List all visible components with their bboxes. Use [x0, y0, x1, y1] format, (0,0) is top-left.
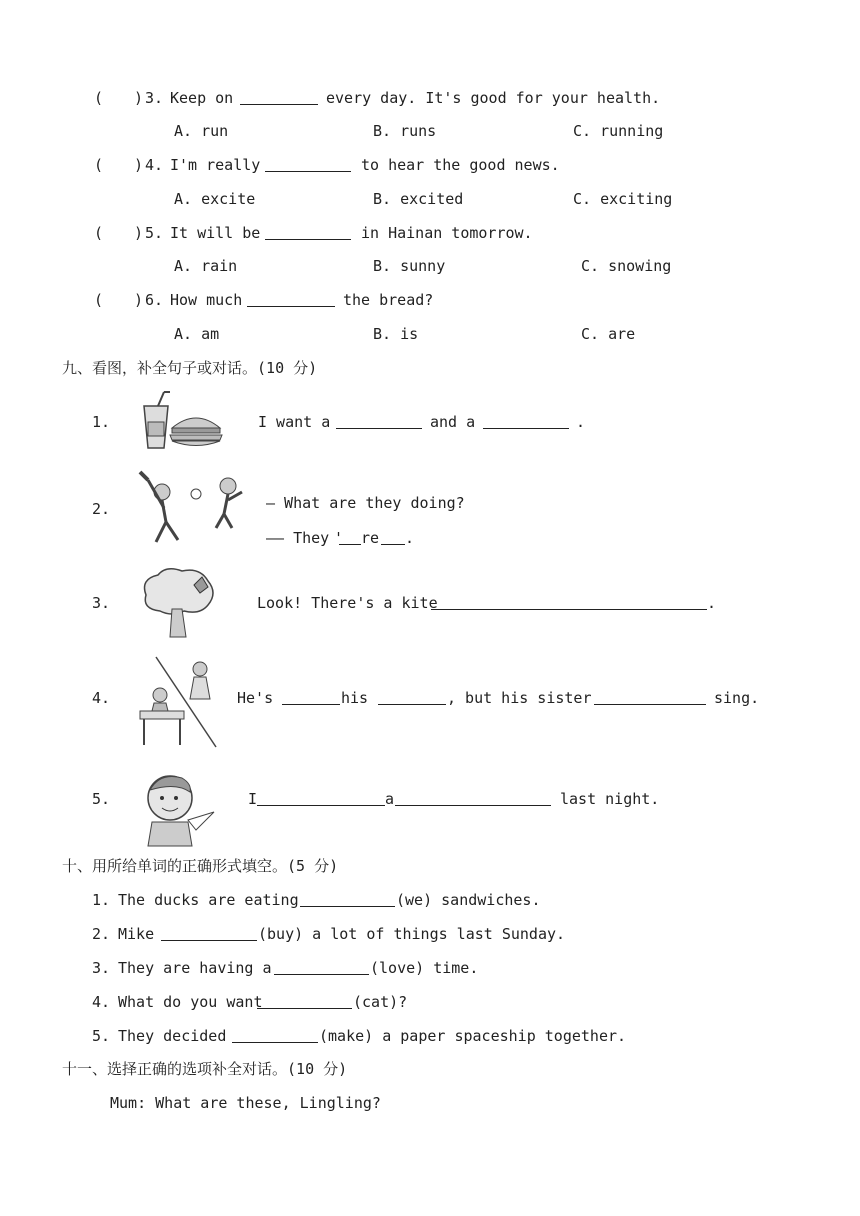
item-number: 3. [92, 594, 111, 612]
answer-paren-close: ) [134, 89, 144, 107]
item-number: 5. [92, 1027, 111, 1045]
question-text-pre: I'm really [170, 156, 261, 174]
dialogue-answer-re: re [361, 529, 380, 547]
section-9-title: 九、看图，补全句子或对话。(10 分) [62, 359, 318, 377]
sentence-end: . [405, 529, 415, 547]
answer-blank[interactable] [161, 926, 257, 941]
sentence-pre: They are having a [118, 959, 272, 977]
answer-blank[interactable] [381, 530, 405, 545]
answer-blank[interactable] [265, 157, 351, 172]
kite-in-tree-illustration [136, 565, 218, 639]
answer-blank[interactable] [232, 1028, 318, 1043]
boy-with-paper-plane-illustration [140, 770, 216, 848]
apostrophe: ' [334, 529, 344, 547]
dialogue-question: — What are they doing? [266, 494, 465, 512]
sentence-post: (cat)? [353, 993, 408, 1011]
sentence-post: (love) time. [370, 959, 479, 977]
question-text-pre: Keep on [170, 89, 234, 107]
question-number: 5. [145, 224, 164, 242]
sentence-post: (make) a paper spaceship together. [319, 1027, 627, 1045]
answer-paren-close: ) [134, 291, 144, 309]
sentence-part: Look! There's a kite [257, 594, 438, 612]
sentence-pre: They decided [118, 1027, 227, 1045]
sentence-part: . [576, 413, 586, 431]
question-number: 3. [145, 89, 164, 107]
item-number: 4. [92, 993, 111, 1011]
answer-blank[interactable] [247, 292, 335, 307]
answer-paren-close: ) [134, 224, 144, 242]
answer-paren-open: ( [94, 224, 104, 242]
question-text-post: to hear the good news. [361, 156, 560, 174]
answer-blank[interactable] [483, 414, 569, 429]
answer-blank[interactable] [431, 595, 707, 610]
item-number: 1. [92, 891, 111, 909]
sentence-part: , but his sister [447, 689, 592, 707]
kids-playing-baseball-illustration [136, 470, 248, 548]
answer-blank[interactable] [594, 690, 706, 705]
answer-blank[interactable] [274, 960, 369, 975]
item-number: 4. [92, 689, 111, 707]
question-text-pre: How much [170, 291, 243, 309]
sentence-pre: What do you want [118, 993, 263, 1011]
drink-and-hamburger-illustration [136, 388, 228, 452]
sentence-post: (buy) a lot of things last Sunday. [258, 925, 566, 943]
answer-blank[interactable] [265, 225, 351, 240]
answer-blank[interactable] [257, 994, 352, 1009]
question-number: 4. [145, 156, 164, 174]
option-b: B. excited [373, 190, 464, 208]
answer-paren-open: ( [94, 156, 104, 174]
section-11-title: 十一、选择正确的选项补全对话。(10 分) [62, 1060, 348, 1078]
dialogue-answer-start: —— They [266, 529, 330, 547]
answer-paren-open: ( [94, 89, 104, 107]
option-b: B. runs [373, 122, 437, 140]
option-c: C. snowing [581, 257, 672, 275]
sentence-part: sing. [714, 689, 760, 707]
sentence-part: I want a [258, 413, 331, 431]
answer-blank[interactable] [240, 90, 318, 105]
question-number: 6. [145, 291, 164, 309]
item-number: 3. [92, 959, 111, 977]
question-text-post: every day. It's good for your health. [326, 89, 661, 107]
item-number: 5. [92, 790, 111, 808]
boy-cooking-girl-singing-illustration [136, 655, 220, 751]
sentence-part: I [248, 790, 258, 808]
sentence-pre: Mike [118, 925, 155, 943]
dialogue-line: Mum: What are these, Lingling? [110, 1094, 381, 1112]
option-a: A. excite [174, 190, 256, 208]
sentence-post: (we) sandwiches. [396, 891, 541, 909]
option-b: B. is [373, 325, 419, 343]
answer-blank[interactable] [336, 414, 422, 429]
sentence-part: a [385, 790, 395, 808]
answer-blank[interactable] [300, 892, 395, 907]
option-b: B. sunny [373, 257, 446, 275]
question-text-post: the bread? [343, 291, 434, 309]
answer-blank[interactable] [257, 791, 385, 806]
option-c: C. are [581, 325, 636, 343]
option-c: C. exciting [573, 190, 673, 208]
answer-blank[interactable] [282, 690, 340, 705]
option-c: C. running [573, 122, 664, 140]
answer-paren-close: ) [134, 156, 144, 174]
sentence-part: and a [430, 413, 476, 431]
sentence-part: his [341, 689, 369, 707]
sentence-pre: The ducks are eating [118, 891, 299, 909]
question-text-pre: It will be [170, 224, 261, 242]
answer-paren-open: ( [94, 291, 104, 309]
question-text-post: in Hainan tomorrow. [361, 224, 533, 242]
answer-blank[interactable] [378, 690, 446, 705]
sentence-part: He's [237, 689, 274, 707]
sentence-end: . [707, 594, 717, 612]
section-10-title: 十、用所给单词的正确形式填空。(5 分) [62, 857, 339, 875]
item-number: 2. [92, 500, 111, 518]
item-number: 1. [92, 413, 111, 431]
item-number: 2. [92, 925, 111, 943]
option-a: A. rain [174, 257, 238, 275]
sentence-part: last night. [560, 790, 660, 808]
option-a: A. am [174, 325, 220, 343]
option-a: A. run [174, 122, 229, 140]
answer-blank[interactable] [395, 791, 551, 806]
